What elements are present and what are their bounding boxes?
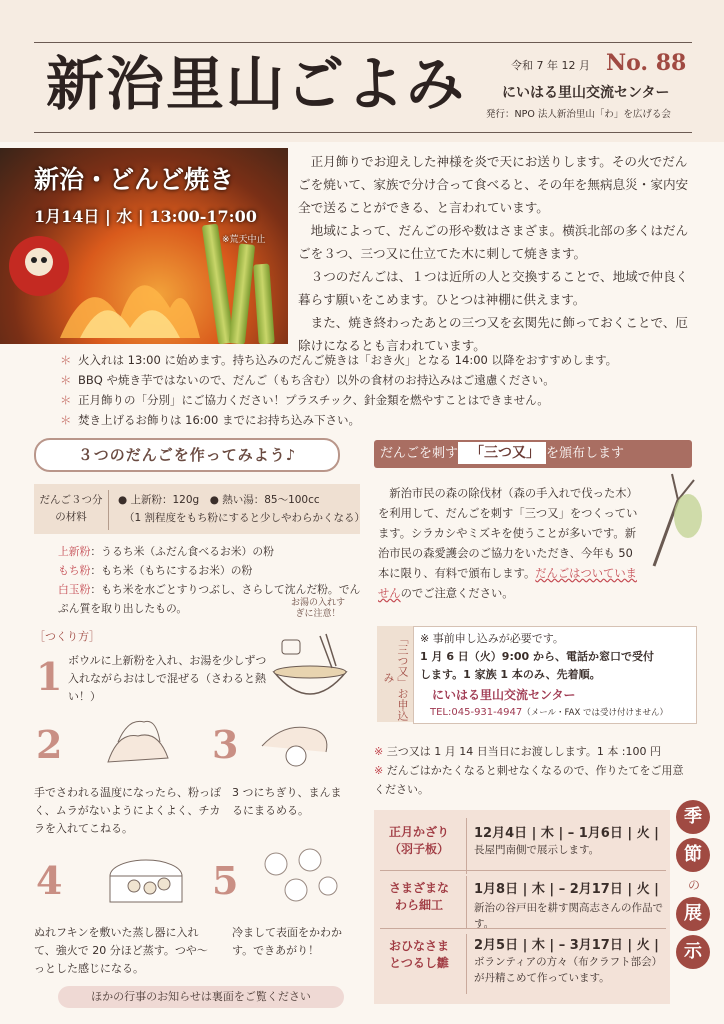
exhibit-name: おひなさま とつるし雛 [388, 939, 449, 970]
seasonal-exhibit-badge [672, 800, 716, 973]
publisher: 発行：NPO 法人新治里山「わ」を広げる会 [486, 109, 671, 120]
exhibit-date: 12月4日 | 木 | – 1月6日 | 火 | [474, 826, 659, 841]
weather-note: ※荒天中止 [222, 235, 266, 245]
paragraph: 地域によって、だんごの形や数はさまざま。横浜北部の多くはだんごを３つ、三つ又に仕立てた木に刺して焼きます。 [298, 223, 689, 261]
kneading-illustration [98, 712, 184, 772]
badge-char: 節 [676, 838, 710, 872]
materials-label: だんご３つ分の材料 [39, 494, 103, 523]
exhibit-date: 2月5日 | 木 | – 3月17日 | 火 | [474, 938, 659, 953]
divider [380, 870, 666, 871]
step-text: ぬれフキンを敷いた蒸し器に入れて、強火で 20 分ほど蒸す。つや～っとした感じになる。 [34, 926, 208, 975]
event-title: 新治・どんど焼き [34, 165, 235, 194]
divider [380, 928, 666, 929]
step-text: 冷まして表面をかわかす。できあがり！ [232, 926, 342, 957]
badge-char: 展 [676, 897, 710, 931]
exhibit-row [374, 818, 670, 878]
paragraph: 正月飾りでお迎えした神様を炎で天にお送りします。その火でだんごを焼いて、家族で分け合って食べると、その年を無病息災・家内安全で送ることができる、と言われています。 [298, 154, 689, 215]
step-text: ボウルに上新粉を入れ、お湯を少しずつ入れながらおはしで混ぜる（さわると熱い！） [68, 654, 267, 703]
divider [466, 876, 467, 928]
apply-schedule: 1 月 6 日（火）9:00 から、電話か窓口で受付 [420, 650, 654, 663]
back-page-notice: ほかの行事のお知らせは裏面をご覧ください [58, 986, 344, 1008]
step-number: 5 [212, 858, 239, 903]
divider [34, 42, 692, 43]
asterisk-icon: ※ [374, 764, 387, 777]
newsletter-logo: 新治里山ごよみ [46, 50, 467, 118]
mitsumata-heading: だんごを刺す 「三つ又」 を頒布します [374, 440, 692, 468]
exhibit-date: 1月8日 | 木 | – 2月17日 | 火 | [474, 882, 659, 897]
list-item: ＊ 焚き上げるお飾りは 16:00 までにお持ち込み下さい。 [66, 410, 706, 430]
step-text: 手でさわれる温度になったら、粉っぽく、ムラがないようによくよく、チカラを入れてこねる。 [34, 786, 221, 835]
glossary-item: 上新粉：うるち米（ふだん食べるお米）の粉 [58, 545, 274, 558]
apply-limit: します。1 家族 1 本のみ、先着順。 [420, 668, 601, 681]
paragraph: また、焼き終わったあとの三つ又を玄関先に飾っておくことで、厄除けになるとも言われています。 [298, 315, 689, 353]
exhibit-desc: 長屋門南側で展示します。 [474, 844, 600, 856]
rolling-illustration [256, 716, 336, 774]
asterisk-icon: ＊ [60, 353, 72, 367]
exhibit-row [374, 934, 670, 994]
glossary-item: もち粉：もち米（もちにするお米）の粉 [58, 564, 253, 577]
issue-number: No. 88 [606, 50, 687, 76]
dango-heading: ３つのだんごを作ってみよう♪ [34, 438, 340, 472]
organization-name: にいはる里山交流センター [502, 85, 670, 101]
paragraph: ３つのだんごは、１つは近所の人と交換することで、地域で仲良く暮らす願いをこめます。ひとつは神棚に供えます。 [298, 269, 689, 307]
dango-balls-illustration [256, 846, 342, 906]
asterisk-icon: ＊ [60, 413, 72, 427]
list-item: ※ だんごはかたくなると刺せなくなるので、作りたてをご用意ください。 [374, 764, 684, 796]
exhibit-desc: 新治の谷戸田を耕す関高志さんの作品です。 [474, 902, 663, 930]
divider [466, 818, 467, 874]
step-number: 2 [36, 722, 63, 767]
divider [34, 132, 692, 133]
asterisk-icon: ※ [374, 745, 387, 758]
step-number: 3 [212, 722, 239, 767]
step-number: 4 [36, 858, 63, 903]
asterisk-icon: ＊ [60, 373, 72, 387]
badge-char: 季 [676, 800, 710, 834]
recipe-label: ［つくり方］ [34, 630, 100, 643]
exhibit-row [374, 876, 670, 936]
materials-line: （1 割程度をもち粉にすると少しやわらかくなる） [124, 512, 366, 524]
event-date: 1月14日 | 水 | 13:00-17:00 [34, 207, 257, 226]
list-item: ＊ BBQ や焼き芋ではないので、だんご（もち含む）以外の食材のお持込みはご遠慮ください。 [66, 370, 706, 390]
step-text: 3 つにちぎり、まんまるにまるめる。 [232, 786, 342, 817]
list-item: ＊ 火入れは 13:00 に始めます。持ち込みのだんご焼きは「おき火」となる 14:00 以降をおすすめします。 [66, 350, 706, 370]
intro-text [298, 150, 694, 357]
exhibit-name: さまざまな わら細工 [388, 881, 449, 912]
contact-phone: TEL:045-931-4947（メール・FAX では受け付けません） [430, 707, 668, 718]
divider [466, 934, 467, 994]
materials-line: ● 上新粉：120g ● 熱い湯：85～100cc [118, 494, 320, 506]
event-notes [60, 350, 706, 430]
glossary-item: 白玉粉：もち米を水ごとすりつぶし、さらして沈んだ粉。でんぷん質を取り出したもの。 [58, 583, 361, 615]
contact-org: にいはる里山交流センター [432, 688, 576, 702]
step-number: 1 [36, 654, 63, 699]
badge-particle: の [687, 878, 700, 892]
badge-char: 示 [676, 935, 710, 969]
steamer-illustration [104, 846, 188, 912]
branch-illustration [644, 470, 704, 570]
mitsumata-notes [374, 742, 694, 799]
list-item: ※ 三つ又は 1 月 14 日当日にお渡しします。1 本 :100 円 [374, 745, 662, 758]
exhibit-desc: ボランティアの方々（布クラフト部会）が丹精こめて作っています。 [474, 956, 663, 984]
issue-date: 令和 7 年 12 月 [511, 59, 590, 72]
apply-note: ※ 事前申し込みが必要です。 [420, 632, 564, 645]
apply-label: 「三つ又」お申込み [377, 626, 413, 722]
asterisk-icon: ＊ [60, 393, 72, 407]
mitsumata-description: 新治市民の森の除伐材（森の手入れで伐った木）を利用して、だんごを刺す「三つ又」をつくっています。シラカシやミズキを使うことが多いです。新治市民の森愛護会のご協力をいただき、今年も 50 本に限り、有料で頒布します。だんごはついていませんのでご注意ください。 [378, 487, 638, 600]
exhibit-name: 正月かざり （羽子板） [388, 825, 449, 856]
list-item: ＊ 正月飾りの「分別」にご協力ください！プラスチック、針金類を燃やすことはできません。 [66, 390, 706, 410]
divider [108, 490, 109, 530]
hot-water-tip: お湯の入れすぎに注意！ [290, 598, 345, 619]
bowl-illustration [270, 632, 350, 708]
